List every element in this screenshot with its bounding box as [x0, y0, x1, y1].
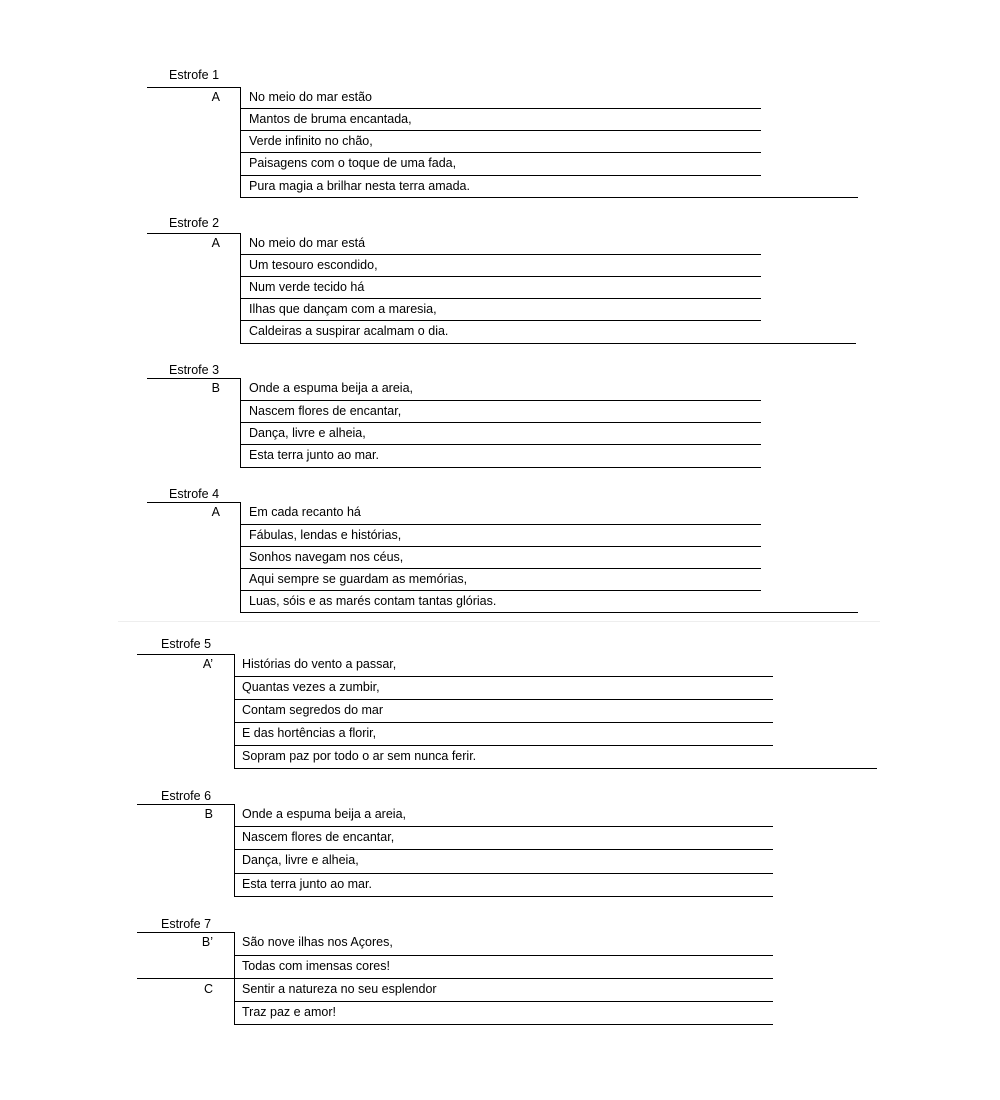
- verse-line: Nascem flores de encantar,: [249, 404, 402, 418]
- line-rule: [240, 524, 761, 525]
- verse-line: Sopram paz por todo o ar sem nunca ferir.: [242, 749, 477, 763]
- verse-line: Sentir a natureza no seu esplendor: [242, 982, 437, 996]
- stanza-label: B’: [201, 935, 213, 949]
- verse-line: Esta terra junto ao mar.: [242, 877, 372, 891]
- line-rule: [240, 343, 856, 344]
- verse-line: Sonhos navegam nos céus,: [249, 550, 404, 564]
- title-rule: [137, 804, 235, 805]
- verse-line: E das hortências a florir,: [242, 726, 377, 740]
- line-rule: [234, 896, 773, 897]
- verse-line: Ilhas que dançam com a maresia,: [249, 302, 437, 316]
- stanza-label: A: [211, 505, 220, 519]
- line-rule: [234, 768, 877, 769]
- verse-line: São nove ilhas nos Açores,: [242, 935, 393, 949]
- line-rule: [240, 197, 858, 198]
- stanza-divider: [234, 654, 235, 768]
- verse-line: Num verde tecido há: [249, 280, 365, 294]
- line-rule: [240, 546, 761, 547]
- line-rule: [240, 612, 858, 613]
- stanza-divider: [240, 233, 241, 343]
- verse-line: Dança, livre e alheia,: [249, 426, 366, 440]
- verse-line: Nascem flores de encantar,: [242, 830, 395, 844]
- stanza-divider: [234, 804, 235, 896]
- line-rule: [240, 444, 761, 445]
- stanza-label: A: [211, 236, 220, 250]
- verse-line: Luas, sóis e as marés contam tantas glórias.: [249, 594, 497, 608]
- line-rule: [240, 254, 761, 255]
- line-rule: [240, 108, 761, 109]
- verse-line: Verde infinito no chão,: [249, 134, 373, 148]
- line-rule: [240, 130, 761, 131]
- title-rule: [147, 233, 241, 234]
- title-rule: [137, 932, 235, 933]
- title-rule: [147, 87, 241, 88]
- line-rule: [240, 467, 761, 468]
- stanza-title: Estrofe 7: [161, 917, 212, 931]
- line-rule: [234, 849, 773, 850]
- line-rule: [240, 175, 761, 176]
- line-rule: [234, 873, 773, 874]
- verse-line: Traz paz e amor!: [242, 1005, 337, 1019]
- line-rule: [137, 978, 773, 979]
- stanza-label: B: [211, 381, 220, 395]
- line-rule: [234, 955, 773, 956]
- verse-line: Esta terra junto ao mar.: [249, 448, 379, 462]
- stanza-label: A: [211, 90, 220, 104]
- verse-line: Um tesouro escondido,: [249, 258, 378, 272]
- line-rule: [240, 152, 761, 153]
- verse-line: Todas com imensas cores!: [242, 959, 390, 973]
- verse-line: No meio do mar estão: [249, 90, 372, 104]
- line-rule: [234, 826, 773, 827]
- stanza-label: C: [203, 982, 213, 996]
- verse-line: Onde a espuma beija a areia,: [249, 381, 413, 395]
- verse-line: Histórias do vento a passar,: [242, 657, 397, 671]
- verse-line: No meio do mar está: [249, 236, 366, 250]
- line-rule: [234, 745, 773, 746]
- verse-line: Paisagens com o toque de uma fada,: [249, 156, 457, 170]
- verse-line: Caldeiras a suspirar acalmam o dia.: [249, 324, 449, 338]
- line-rule: [240, 276, 761, 277]
- stanza-title: Estrofe 2: [169, 216, 220, 230]
- verse-line: Quantas vezes a zumbir,: [242, 680, 380, 694]
- stanza-title: Estrofe 6: [161, 789, 212, 803]
- line-rule: [234, 676, 773, 677]
- line-rule: [234, 699, 773, 700]
- title-rule: [137, 654, 235, 655]
- page-break-line: [118, 621, 880, 622]
- stanza-divider: [240, 502, 241, 612]
- line-rule: [240, 568, 761, 569]
- verse-line: Contam segredos do mar: [242, 703, 384, 717]
- line-rule: [240, 422, 761, 423]
- stanza-label: B: [204, 807, 213, 821]
- verse-line: Mantos de bruma encantada,: [249, 112, 412, 126]
- verse-line: Dança, livre e alheia,: [242, 853, 359, 867]
- title-rule: [147, 378, 241, 379]
- line-rule: [240, 298, 761, 299]
- verse-line: Aqui sempre se guardam as memórias,: [249, 572, 468, 586]
- line-rule: [234, 1024, 773, 1025]
- line-rule: [240, 320, 761, 321]
- stanza-label: A’: [202, 657, 213, 671]
- line-rule: [240, 590, 761, 591]
- verse-line: Fábulas, lendas e histórias,: [249, 528, 402, 542]
- stanza-title: Estrofe 1: [169, 68, 220, 82]
- stanza-title: Estrofe 3: [169, 363, 220, 377]
- line-rule: [234, 722, 773, 723]
- stanza-divider: [240, 87, 241, 198]
- verse-line: Em cada recanto há: [249, 505, 361, 519]
- stanza-title: Estrofe 5: [161, 637, 212, 651]
- verse-line: Pura magia a brilhar nesta terra amada.: [249, 179, 470, 193]
- title-rule: [147, 502, 241, 503]
- line-rule: [240, 400, 761, 401]
- verse-line: Onde a espuma beija a areia,: [242, 807, 406, 821]
- stanza-title: Estrofe 4: [169, 487, 220, 501]
- line-rule: [234, 1001, 773, 1002]
